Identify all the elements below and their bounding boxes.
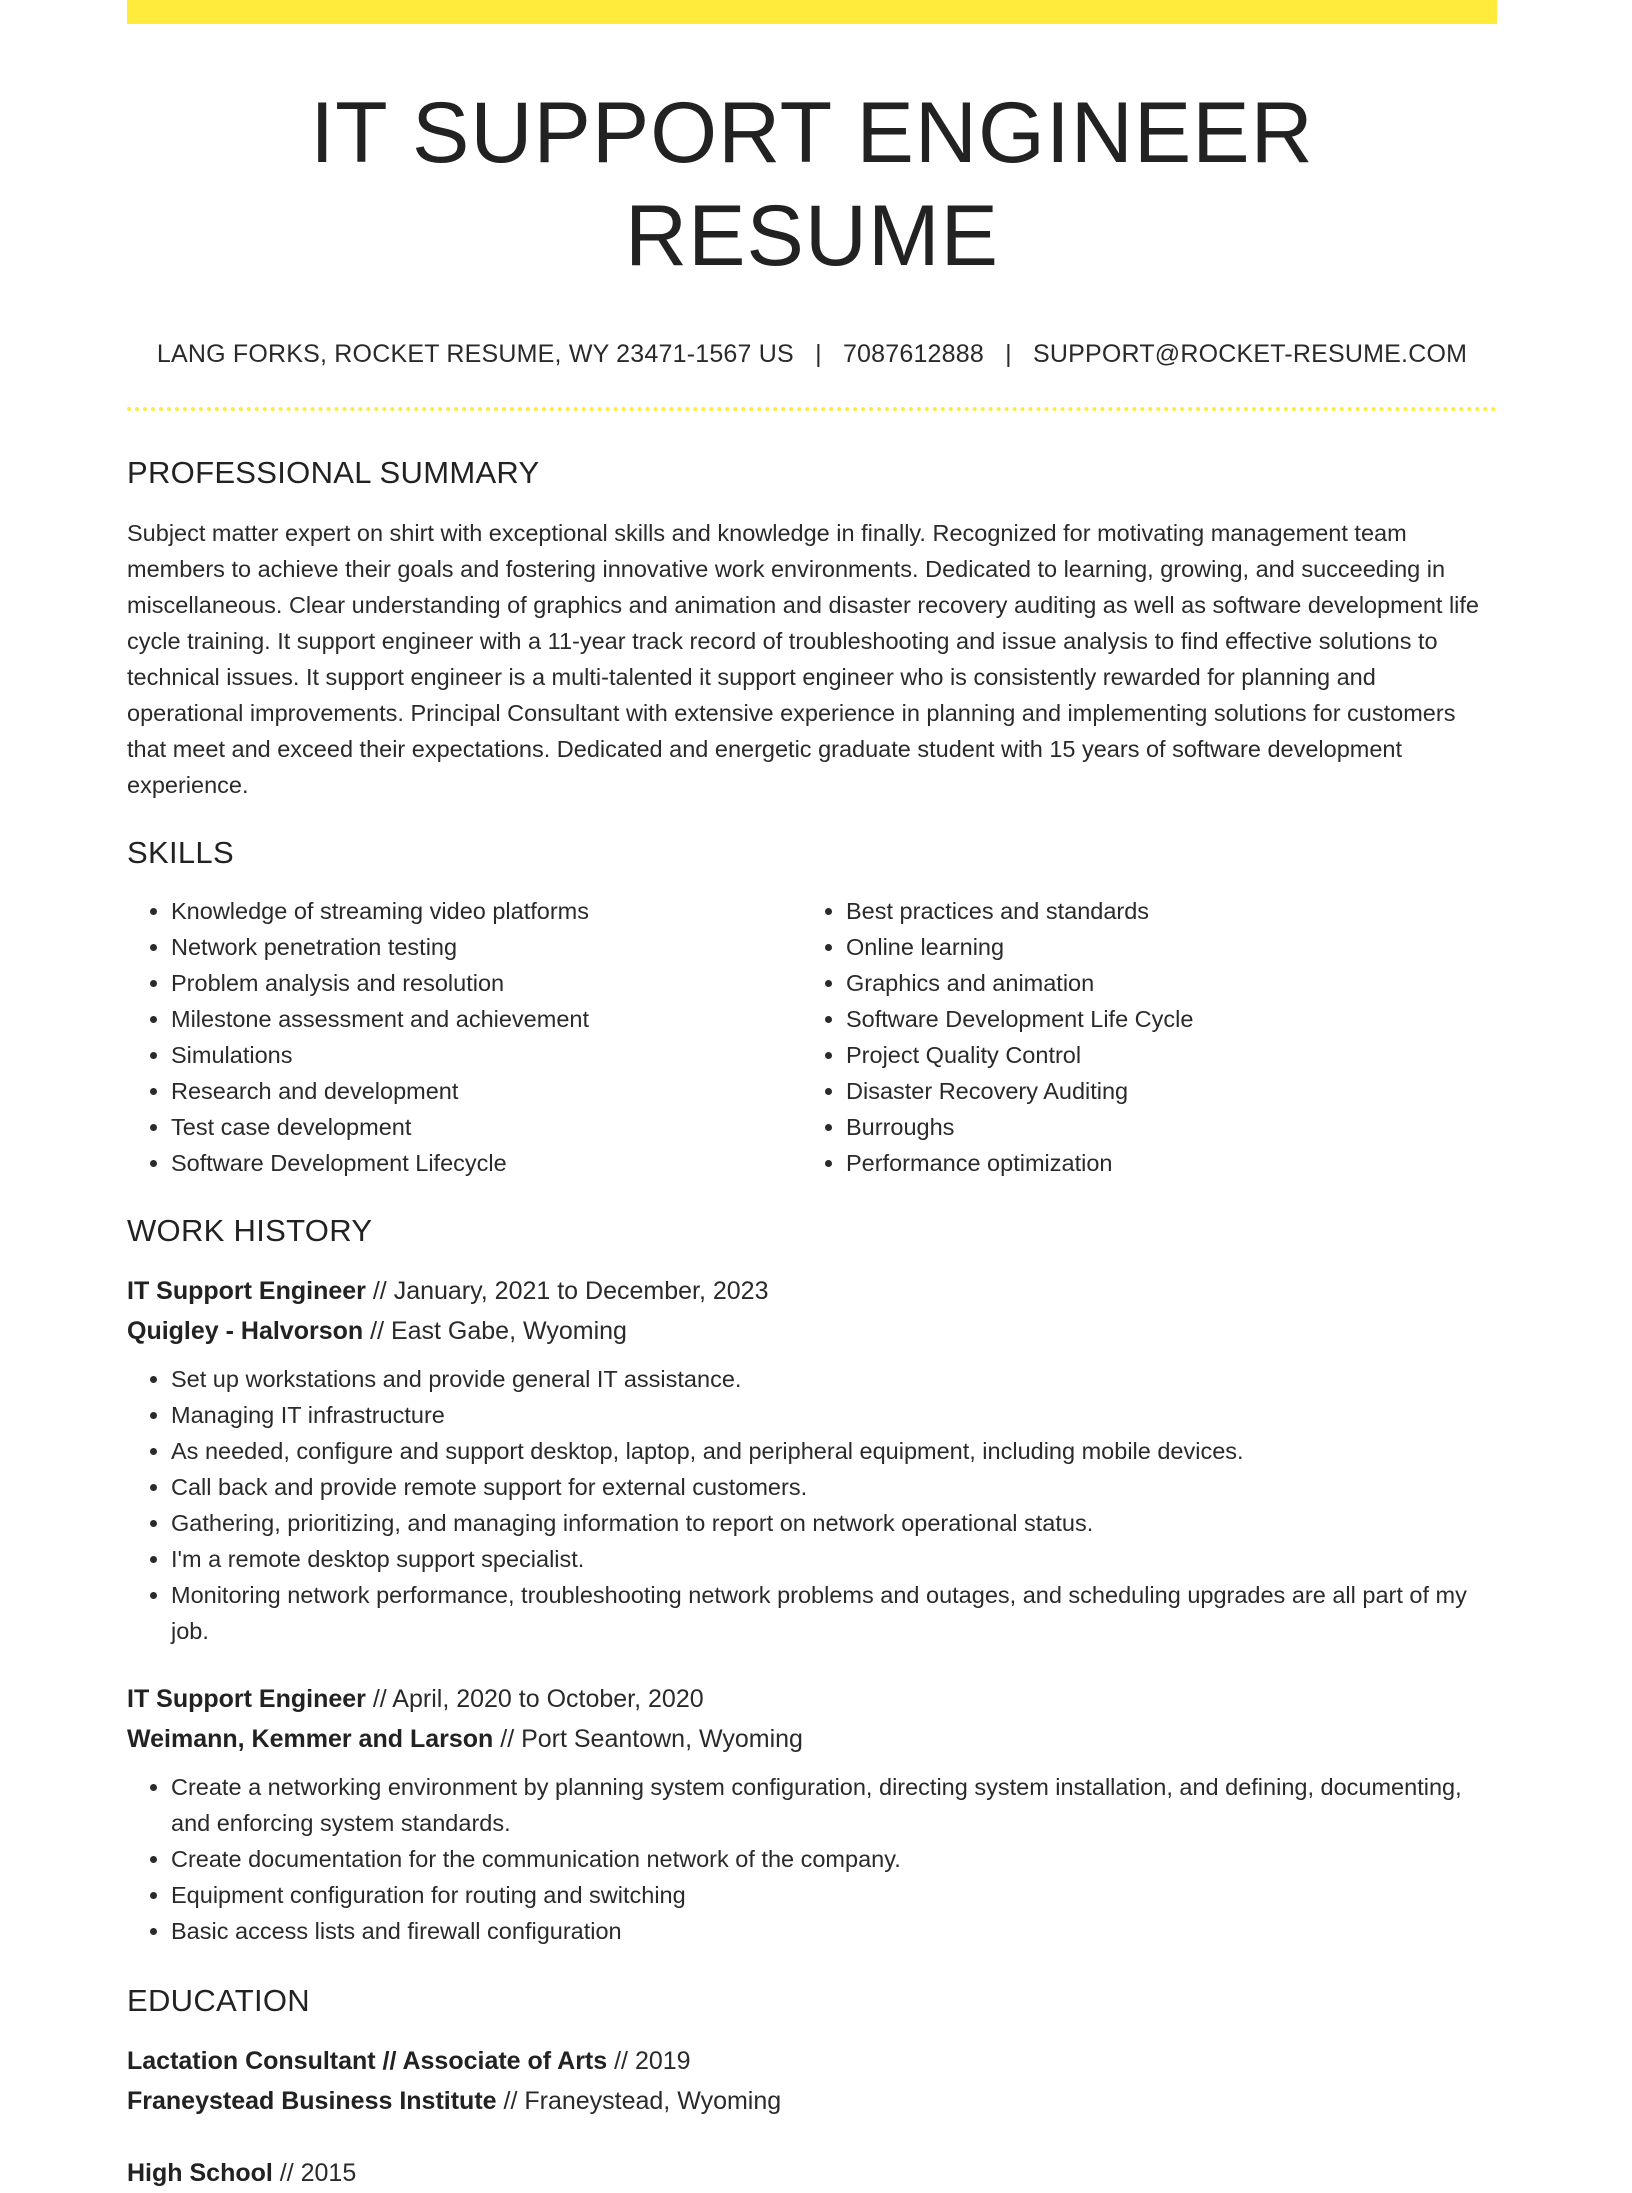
job-entry (127, 1679, 1497, 1949)
education-entry (127, 2153, 1497, 2193)
education-degree-line (127, 2153, 1497, 2193)
contact-line (127, 340, 1497, 369)
skill-item: • Best practices and standards (846, 893, 1477, 929)
skill-item: • Disaster Recovery Auditing (846, 1073, 1477, 1109)
education-school-line (127, 2081, 1497, 2121)
responsibility-item: • I'm a remote desktop support specialist. (171, 1541, 1497, 1577)
skill-item: • Project Quality Control (846, 1037, 1477, 1073)
job-company-line (127, 1311, 1497, 1351)
skills-list (127, 893, 1497, 1181)
education-entry (127, 2041, 1497, 2121)
responsibility-item: • As needed, configure and support desktop, laptop, and peripheral equipment, including mobile devices. (171, 1433, 1497, 1469)
job-responsibilities (127, 1361, 1497, 1649)
summary-text: Subject matter expert on shirt with exceptional skills and knowledge in finally. Recognized for motivating management team members to achieve their goals and fostering innovative work environments. Dedicated to learning, growing, and succeeding in miscellaneous. Clear understanding of graphics and animation and disaster recovery auditing as well as software development life cycle training. It support engineer with a 11-year track record of troubleshooting and issue analysis to find effective solutions to technical issues. It support engineer is a multi-talented it support engineer who is consistently rewarded for planning and operational improvements. Principal Consultant with extensive experience in planning and implementing solutions for customers that meet and exceed their expectations. Dedicated and energetic graduate student with 15 years of software development experience. (127, 520, 1479, 799)
job-title-line (127, 1679, 1497, 1719)
contact-email: SUPPORT@ROCKET-RESUME.COM (1033, 340, 1468, 369)
job-company: Weimann, Kemmer and Larson (127, 1725, 494, 1754)
job-dates: // January, 2021 to December, 2023 (365, 1277, 769, 1306)
job-responsibilities (127, 1769, 1497, 1949)
education-degree: Lactation Consultant // Associate of Arts (127, 2047, 608, 2076)
skill-item: • Graphics and animation (846, 965, 1477, 1001)
responsibility-item: • Managing IT infrastructure (171, 1397, 1497, 1433)
education-degree-line (127, 2041, 1497, 2081)
responsibility-item: • Set up workstations and provide general IT assistance. (171, 1361, 1497, 1397)
skill-item: • Milestone assessment and achievement (171, 1001, 802, 1037)
job-location: // East Gabe, Wyoming (363, 1317, 627, 1346)
job-title-line (127, 1271, 1497, 1311)
responsibility-item: • Gathering, prioritizing, and managing information to report on network operational status. (171, 1505, 1497, 1541)
responsibility-item: • Create a networking environment by planning system configuration, directing system installation, and defining, documenting, and enforcing system standards. (171, 1769, 1497, 1841)
job-entry (127, 1271, 1497, 1649)
skills-column-left (127, 893, 802, 1181)
education-degree: High School (127, 2159, 273, 2188)
job-title: IT Support Engineer (127, 1685, 366, 1714)
resume-page (127, 0, 1497, 2193)
skill-item: • Software Development Life Cycle (846, 1001, 1477, 1037)
contact-phone: 7087612888 (842, 340, 984, 369)
contact-separator: | (1005, 340, 1012, 369)
skill-item: • Performance optimization (846, 1145, 1477, 1181)
skill-item: • Knowledge of streaming video platforms (171, 893, 802, 929)
education-year: // 2015 (272, 2159, 357, 2188)
contact-address: LANG FORKS, ROCKET RESUME, WY 23471-1567 US (156, 340, 794, 369)
job-company-line (127, 1719, 1497, 1759)
skills-heading: SKILLS (127, 835, 234, 871)
job-location: // Port Seantown, Wyoming (493, 1725, 803, 1754)
job-title: IT Support Engineer (127, 1277, 366, 1306)
responsibility-item: • Equipment configuration for routing and switching (171, 1877, 1497, 1913)
responsibility-item: • Create documentation for the communication network of the company. (171, 1841, 1497, 1877)
responsibility-item: • Monitoring network performance, troubleshooting network problems and outages, and scheduling upgrades are all part of my job. (171, 1577, 1497, 1649)
dotted-divider (127, 407, 1497, 411)
job-company: Quigley - Halvorson (127, 1317, 364, 1346)
work-history-heading: WORK HISTORY (127, 1213, 373, 1249)
contact-separator: | (815, 340, 822, 369)
resume-title: IT SUPPORT ENGINEER RESUME (310, 85, 1314, 285)
job-dates: // April, 2020 to October, 2020 (365, 1685, 704, 1714)
education-heading: EDUCATION (127, 1983, 310, 2019)
skill-item: • Software Development Lifecycle (171, 1145, 802, 1181)
education-school: Franeystead Business Institute (127, 2087, 497, 2116)
responsibility-item: • Call back and provide remote support for external customers. (171, 1469, 1497, 1505)
skills-column-right (802, 893, 1477, 1181)
skill-item: • Research and development (171, 1073, 802, 1109)
skill-item: • Problem analysis and resolution (171, 965, 802, 1001)
skill-item: • Burroughs (846, 1109, 1477, 1145)
education-year: // 2019 (607, 2047, 691, 2076)
responsibility-item: • Basic access lists and firewall configuration (171, 1913, 1497, 1949)
top-accent-bar (127, 0, 1497, 24)
skill-item: • Network penetration testing (171, 929, 802, 965)
skill-item: • Test case development (171, 1109, 802, 1145)
skill-item: • Online learning (846, 929, 1477, 965)
education-location: // Franeystead, Wyoming (496, 2087, 782, 2116)
summary-heading: PROFESSIONAL SUMMARY (127, 455, 540, 491)
skill-item: • Simulations (171, 1037, 802, 1073)
